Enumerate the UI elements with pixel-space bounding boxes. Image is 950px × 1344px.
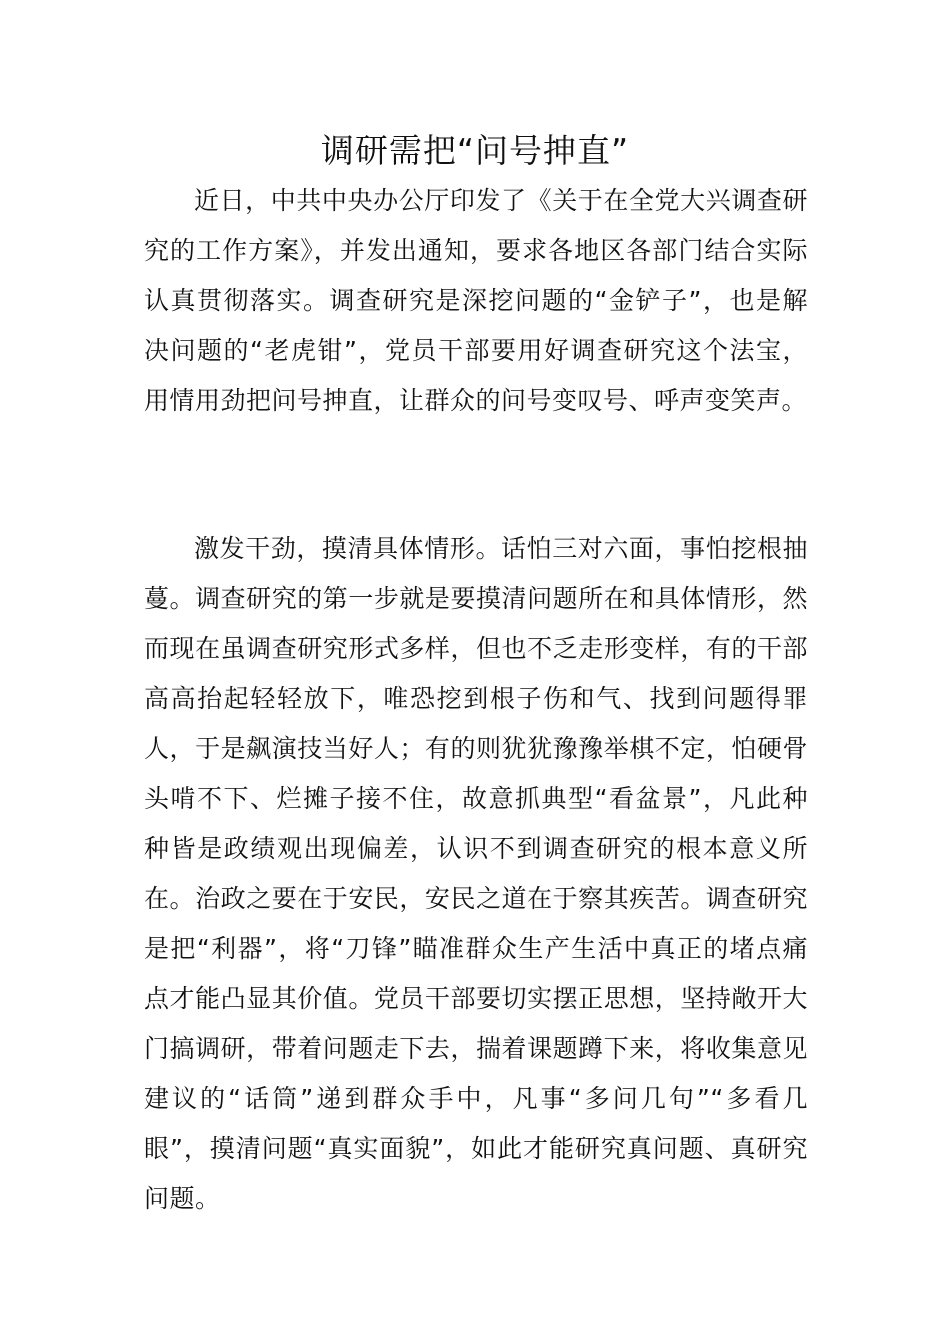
paragraph-section-one: 激发干劲，摸清具体情形。话怕三对六面，事怕挖根抽蔓。调查研究的第一步就是要摸清问题所在和具体情形，然而现在虽调查研究形式多样，但也不乏走形变样，有的干部高高抬起轻轻放下，唯恐挖到根子伤和气、找到问题得罪人，于是飙演技当好人；有的则犹犹豫豫举棋不定，怕硬骨头啃不下、烂摊子接不住，故意抓典型“看盆景”，凡此种种皆是政绩观出现偏差，认识不到调查研究的根本意义所在。治政之要在于安民，安民之道在于察其疾苦。调查研究是把“利器”，将“刀锋”瞄准群众生产生活中真正的堵点痛点才能凸显其价值。党员干部要切实摆正思想，坚持敞开大门搞调研，带着问题走下去，揣着课题蹲下来，将收集意见建议的“话筒”递到群众手中，凡事“多问几句”“多看几眼”，摸清问题“真实面貌”，如此才能研究真问题、真研究问题。 <box>144 534 808 1213</box>
paragraph-intro: 近日，中共中央办公厅印发了《关于在全党大兴调查研究的工作方案》，并发出通知，要求各地区各部门结合实际认真贯彻落实。调查研究是深挖问题的“金铲子”，也是解决问题的“老虎钳”，党员干部要用好调查研究这个法宝，用情用劲把问号抻直，让群众的问号变叹号、呼声变笑声。 <box>144 186 808 415</box>
document-title: 调研需把“问号抻直” <box>320 131 630 170</box>
